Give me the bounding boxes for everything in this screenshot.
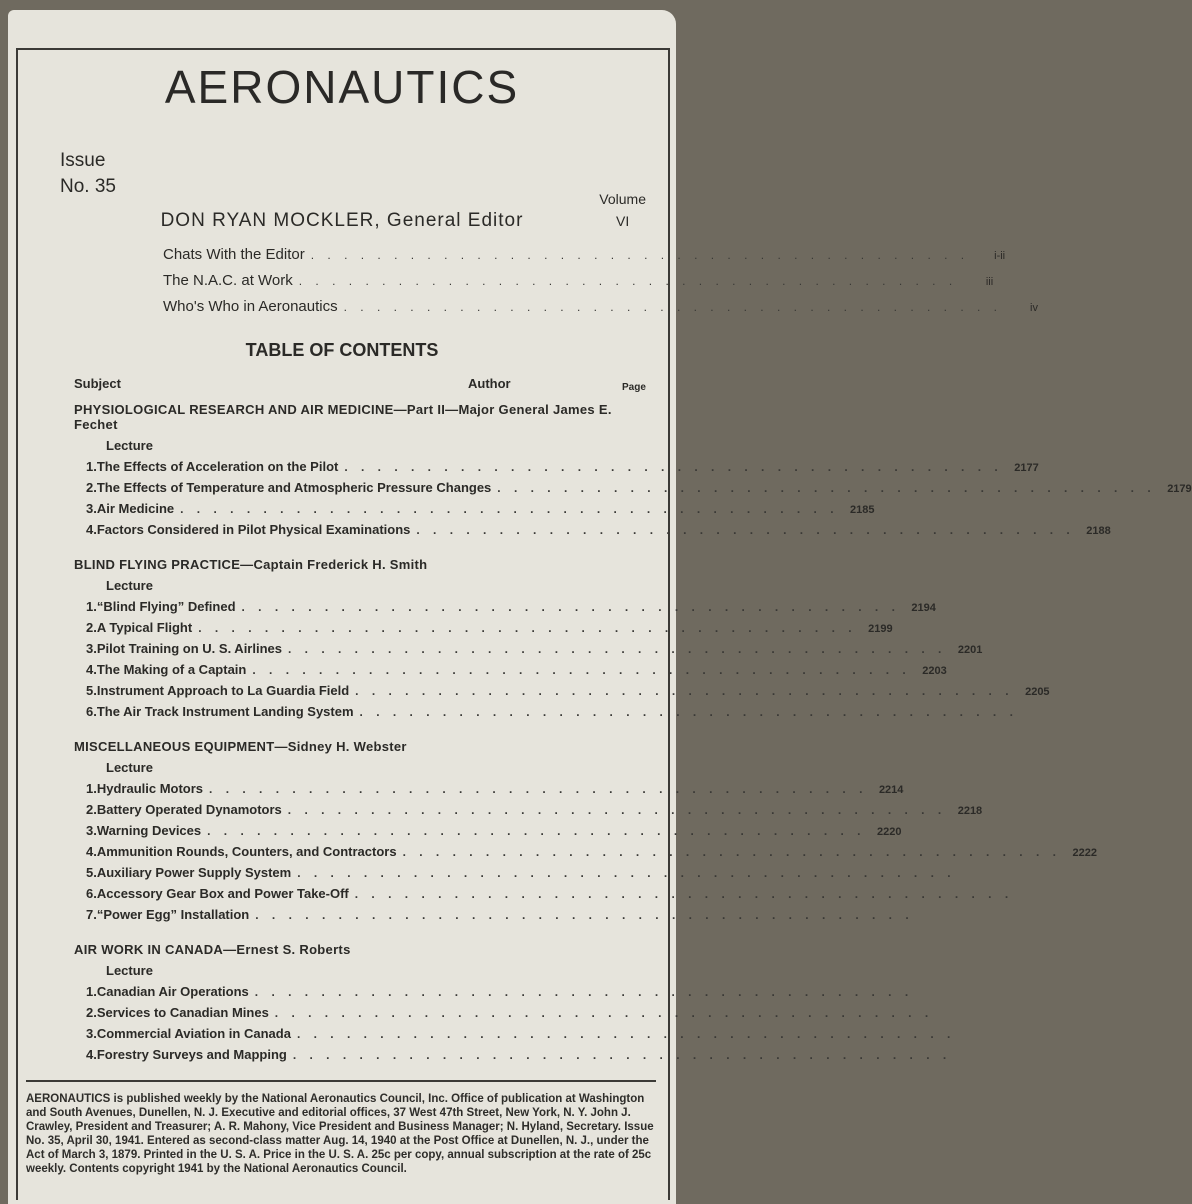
toc-entry <box>86 522 1111 543</box>
entry-title: “Blind Flying” Defined <box>96 599 236 614</box>
entry-number: 2. <box>86 802 97 817</box>
toc-heading: TABLE OF CONTENTS <box>245 340 439 360</box>
leader-dots: . . . . . . . . . . . . . . . . . . . . . . . . . . . . . . . . . . . . . . . . <box>402 845 1061 859</box>
entry-number: 1. <box>86 599 97 614</box>
leader-dots: . . . . . . . . . . . . . . . . . . . . . . . . . . . . . . . . . . . . . . . . <box>207 824 866 838</box>
entry-title: Hydraulic Motors <box>96 781 204 796</box>
leader-dots: . . . . . . . . . . . . . . . . . . . . . . . . . . . . . . . . . . . . . . . . <box>298 274 958 288</box>
entry-page: 2179 <box>1167 483 1192 495</box>
leader-dots: . . . . . . . . . . . . . . . . . . . . . . . . . . . . . . . . . . . . . . . . <box>292 1048 952 1062</box>
entry-page: 2201 <box>957 644 983 656</box>
entry-title: Commercial Aviation in Canada <box>96 1026 291 1041</box>
lecture-label: Lecture <box>106 438 153 453</box>
volume-value: VI <box>616 213 630 229</box>
document-page <box>8 10 1192 1204</box>
entry-title: Air Medicine <box>96 501 175 516</box>
front-matter-title: Who's Who in Aeronautics <box>163 298 338 315</box>
leader-dots: . . . . . . . . . . . . . . . . . . . . . . . . . . . . . . . . . . . . . . . . <box>497 481 1156 495</box>
entry-title: Auxiliary Power Supply System <box>96 865 292 880</box>
publication-notice: AERONAUTICS is published weekly by the National Aeronautics Council, Inc. Office of publication at Washington and South Avenues, Dunellen, N. J. Executive and editorial offices, 37 West 47th Street, New York, N. Y. John J. Crawley, President and Treasurer; A. R. Mahony, Vice President and Business Manager; N. Hyland, Secretary. Issue No. 35, April 30, 1941. Entered as second-class matter Aug. 14, 1940 at the Post Office at Dunellen, N. J., under the Act of March 3, 1879. Printed in the U. S. A. Price in the U. S. A. 25c per copy, annual subscription at the rate of 25c weekly. Contents copyright 1941 by the National Aeronautics Council. <box>26 1080 656 1176</box>
toc-entry <box>86 886 1014 907</box>
entry-number: 7. <box>86 907 97 922</box>
toc-section <box>74 402 1192 543</box>
leader-dots: . . . . . . . . . . . . . . . . . . . . . . . . . . . . . . . . . . . . . . . . <box>354 887 1014 901</box>
leader-dots: . . . . . . . . . . . . . . . . . . . . . . . . . . . . . . . . . . . . . . . . <box>416 523 1075 537</box>
column-author: Author <box>468 376 511 391</box>
leader-dots: . . . . . . . . . . . . . . . . . . . . . . . . . . . . . . . . . . . . . . . . <box>310 248 970 262</box>
entry-page: 2205 <box>1025 686 1050 698</box>
leader-dots: . . . . . . . . . . . . . . . . . . . . . . . . . . . . . . . . . . . . . . . . <box>355 684 1014 698</box>
toc-entry <box>86 823 902 844</box>
entry-title: A Typical Flight <box>96 620 193 635</box>
entry-title: Instrument Approach to La Guardia Field <box>96 683 350 698</box>
entry-title: Factors Considered in Pilot Physical Examinations <box>96 522 411 537</box>
entry-number: 4. <box>86 1047 97 1062</box>
leader-dots: . . . . . . . . . . . . . . . . . . . . . . . . . . . . . . . . . . . . . . . . <box>209 782 868 796</box>
toc-section <box>74 739 1097 928</box>
entry-title: Ammunition Rounds, Counters, and Contractors <box>96 844 397 859</box>
front-matter-page: iv <box>1030 302 1038 314</box>
toc-entry <box>86 1047 952 1068</box>
front-matter-title: The N.A.C. at Work <box>163 272 293 289</box>
leader-dots: . . . . . . . . . . . . . . . . . . . . . . . . . . . . . . . . . . . . . . . . <box>254 985 914 999</box>
lecture-label: Lecture <box>106 963 153 978</box>
toc-entry <box>86 459 1039 480</box>
entry-title: Accessory Gear Box and Power Take-Off <box>96 886 349 901</box>
toc-sections <box>74 402 1192 1082</box>
entry-title: The Effects of Acceleration on the Pilot <box>96 459 339 474</box>
general-editor: DON RYAN MOCKLER, General Editor <box>160 210 524 231</box>
entry-number: 3. <box>86 823 97 838</box>
toc-entry <box>86 501 875 522</box>
lecture-label: Lecture <box>106 760 153 775</box>
toc-entry <box>86 620 893 641</box>
entry-page: 2218 <box>957 805 983 817</box>
leader-dots: . . . . . . . . . . . . . . . . . . . . . . . . . . . . . . . . . . . . . . . . <box>274 1006 934 1020</box>
toc-entry <box>86 704 1018 725</box>
entry-title: The Effects of Temperature and Atmospheric Pressure Changes <box>96 480 492 495</box>
entry-page: 2199 <box>868 623 893 635</box>
volume-label: Volume <box>599 191 646 207</box>
entry-number: 3. <box>86 1026 97 1041</box>
leader-dots: . . . . . . . . . . . . . . . . . . . . . . . . . . . . . . . . . . . . . . . . <box>198 621 857 635</box>
front-matter-item <box>163 246 1006 272</box>
entry-number: 1. <box>86 984 97 999</box>
entry-number: 3. <box>86 641 97 656</box>
section-title: AIR WORK IN CANADA—Ernest S. Roberts <box>74 942 351 957</box>
leader-dots: . . . . . . . . . . . . . . . . . . . . . . . . . . . . . . . . . . . . . . . . <box>344 460 1003 474</box>
issue-value: No. 35 <box>60 176 116 197</box>
issue-number <box>60 148 116 200</box>
entry-title: Canadian Air Operations <box>96 984 249 999</box>
section-title: PHYSIOLOGICAL RESEARCH AND AIR MEDICINE—Part II—Major General James E. Fechet <box>74 402 612 432</box>
front-matter-title: Chats With the Editor <box>163 246 305 263</box>
section-title: MISCELLANEOUS EQUIPMENT—Sidney H. Webster <box>74 739 407 754</box>
entry-page: 2194 <box>911 602 936 614</box>
entry-page: 2188 <box>1086 525 1111 537</box>
lecture-label: Lecture <box>106 578 153 593</box>
entry-title: Warning Devices <box>96 823 202 838</box>
toc-section <box>74 942 956 1068</box>
leader-dots: . . . . . . . . . . . . . . . . . . . . . . . . . . . . . . . . . . . . . . . . <box>288 642 947 656</box>
front-matter-item <box>163 298 1038 324</box>
entry-number: 4. <box>86 844 97 859</box>
entry-page: 2220 <box>877 826 902 838</box>
entry-number: 5. <box>86 865 97 880</box>
toc-entry <box>86 480 1192 501</box>
leader-dots: . . . . . . . . . . . . . . . . . . . . . . . . . . . . . . . . . . . . . . . . <box>252 663 911 677</box>
column-page: Page <box>622 382 646 393</box>
entry-number: 4. <box>86 522 97 537</box>
entry-title: Pilot Training on U. S. Airlines <box>96 641 282 656</box>
entry-page: 2203 <box>922 665 947 677</box>
entry-title: Battery Operated Dynamotors <box>96 802 282 817</box>
toc-entry <box>86 844 1097 865</box>
entry-number: 2. <box>86 480 97 495</box>
entry-number: 4. <box>86 662 97 677</box>
section-title: BLIND FLYING PRACTICE—Captain Frederick H. Smith <box>74 557 428 572</box>
leader-dots: . . . . . . . . . . . . . . . . . . . . . . . . . . . . . . . . . . . . . . . . <box>241 600 900 614</box>
entry-page: 2185 <box>850 504 875 516</box>
entry-title: Services to Canadian Mines <box>96 1005 269 1020</box>
entry-title: The Making of a Captain <box>96 662 247 677</box>
toc-entry <box>86 683 1050 704</box>
entry-title: Forestry Surveys and Mapping <box>96 1047 287 1062</box>
toc-entry <box>86 662 947 683</box>
entry-number: 5. <box>86 683 97 698</box>
entry-title: “Power Egg” Installation <box>96 907 250 922</box>
publication-title: AERONAUTICS <box>164 61 520 113</box>
column-subject: Subject <box>74 376 121 391</box>
front-matter-item <box>163 272 994 298</box>
entry-number: 6. <box>86 886 97 901</box>
toc-entry <box>86 907 914 928</box>
toc-entry <box>86 641 983 662</box>
leader-dots: . . . . . . . . . . . . . . . . . . . . . . . . . . . . . . . . . . . . . . . . <box>359 705 1018 719</box>
leader-dots: . . . . . . . . . . . . . . . . . . . . . . . . . . . . . . . . . . . . . . . . <box>343 300 1002 314</box>
toc-section <box>74 557 1050 725</box>
entry-page: 2222 <box>1072 847 1097 859</box>
leader-dots: . . . . . . . . . . . . . . . . . . . . . . . . . . . . . . . . . . . . . . . . <box>180 502 839 516</box>
front-matter-page: i-ii <box>994 250 1006 262</box>
leader-dots: . . . . . . . . . . . . . . . . . . . . . . . . . . . . . . . . . . . . . . . . <box>297 866 956 880</box>
entry-page: 2214 <box>878 784 904 796</box>
toc-entry <box>86 1005 934 1026</box>
entry-number: 2. <box>86 1005 97 1020</box>
front-matter-list <box>163 246 1038 324</box>
issue-label: Issue <box>60 150 106 171</box>
toc-entry <box>86 599 936 620</box>
leader-dots: . . . . . . . . . . . . . . . . . . . . . . . . . . . . . . . . . . . . . . . . <box>255 908 914 922</box>
entry-number: 6. <box>86 704 97 719</box>
entry-number: 1. <box>86 781 97 796</box>
toc-entry <box>86 984 914 1005</box>
toc-entry <box>86 1026 956 1047</box>
leader-dots: . . . . . . . . . . . . . . . . . . . . . . . . . . . . . . . . . . . . . . . . <box>287 803 947 817</box>
toc-entry <box>86 802 983 823</box>
front-matter-page: iii <box>985 276 994 288</box>
entry-page: 2177 <box>1014 462 1039 474</box>
entry-number: 2. <box>86 620 97 635</box>
toc-entry <box>86 865 956 886</box>
entry-title: The Air Track Instrument Landing System <box>96 704 354 719</box>
entry-number: 1. <box>86 459 97 474</box>
entry-number: 3. <box>86 501 97 516</box>
leader-dots: . . . . . . . . . . . . . . . . . . . . . . . . . . . . . . . . . . . . . . . . <box>296 1027 956 1041</box>
toc-entry <box>86 781 904 802</box>
